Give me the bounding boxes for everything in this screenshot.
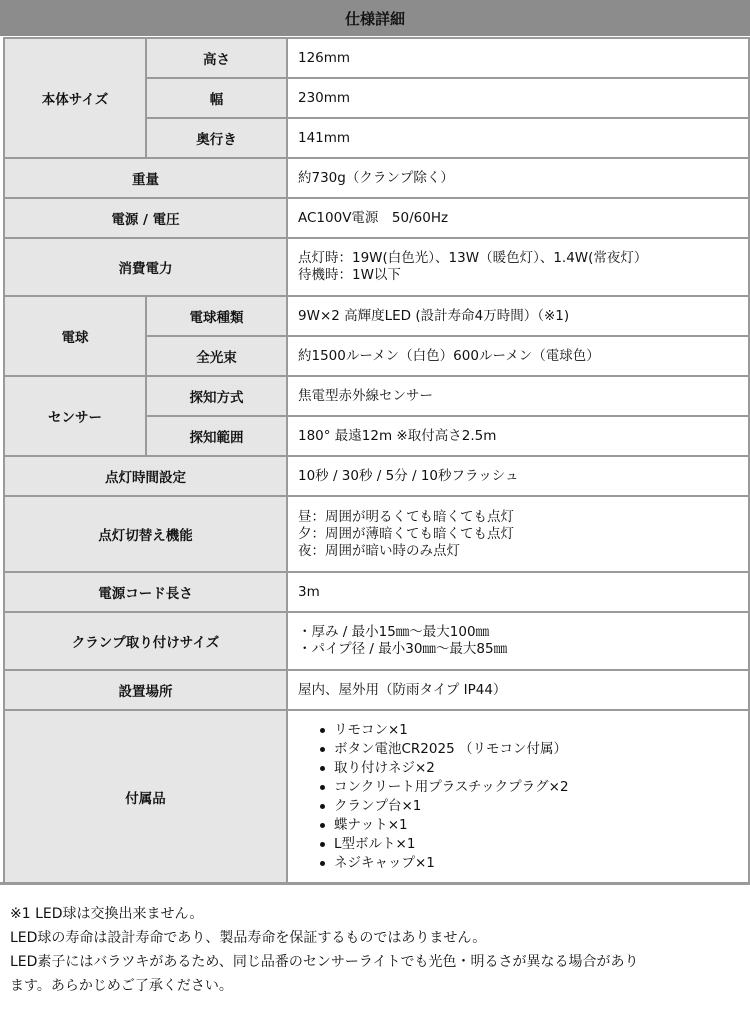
consumption-value (287, 238, 749, 296)
bulb-flux-label: 全光束 (146, 336, 287, 376)
bulb-flux-value: 約1500ルーメン（白色）600ルーメン（電球色） (287, 336, 749, 376)
footnote-line: ※1 LED球は交換出来ません。 (10, 906, 204, 922)
depth-label: 奥行き (146, 118, 287, 158)
power-value: AC100V電源 50/60Hz (287, 198, 749, 238)
table-row (4, 572, 749, 612)
accessories-list (298, 721, 748, 873)
height-label: 高さ (146, 38, 287, 78)
list-item: 取り付けネジ×2 (334, 759, 748, 778)
height-value: 126mm (287, 38, 749, 78)
bulb-type-value: 9W×2 高輝度LED (設計寿命4万時間）（※1) (287, 296, 749, 336)
size-header: 本体サイズ (4, 38, 146, 158)
table-row (4, 710, 749, 884)
table-row (4, 456, 749, 496)
footnote-line: ます。あらかじめご了承ください。 (10, 978, 233, 994)
consumption-label: 消費電力 (4, 238, 287, 296)
clamp-line: ・厚み / 最小15㎜～最大100㎜ (298, 624, 490, 640)
sensor-method-value: 焦電型赤外線センサー (287, 376, 749, 416)
footnotes (10, 902, 745, 998)
spec-title: 仕様詳細 (0, 0, 750, 36)
list-item: ネジキャップ×1 (334, 854, 748, 873)
sensor-method-label: 探知方式 (146, 376, 287, 416)
mode-value (287, 496, 749, 572)
mode-line: 夜：周囲が暗い時のみ点灯 (298, 542, 460, 559)
width-label: 幅 (146, 78, 287, 118)
list-item: ボタン電池CR2025 （リモコン付属） (334, 740, 748, 759)
list-item: クランプ台×1 (334, 797, 748, 816)
weight-label: 重量 (4, 158, 287, 198)
table-row (4, 496, 749, 572)
mode-label: 点灯切替え機能 (4, 496, 287, 572)
list-item: L型ボルト×1 (334, 835, 748, 854)
accessories-label: 付属品 (4, 710, 287, 884)
spec-table (3, 37, 750, 885)
clamp-value (287, 612, 749, 670)
bulb-type-label: 電球種類 (146, 296, 287, 336)
footnote-line: LED素子にはバラツキがあるため、同じ品番のセンサーライトでも光色・明るさが異なる場合があり (10, 954, 639, 970)
consumption-line: 点灯時：19W(白色光）、13W（暖色灯）、1.4W(常夜灯） (298, 250, 648, 266)
weight-value: 約730g（クランプ除く） (287, 158, 749, 198)
sensor-header: センサー (4, 376, 146, 456)
timer-label: 点灯時間設定 (4, 456, 287, 496)
accessories-value (287, 710, 749, 884)
mode-line: 夕：周囲が薄暗くても暗くても点灯 (298, 525, 514, 542)
list-item: 蝶ナット×1 (334, 816, 748, 835)
table-row (4, 376, 749, 416)
cord-label: 電源コード長さ (4, 572, 287, 612)
table-row (4, 158, 749, 198)
cord-value: 3m (287, 572, 749, 612)
table-row (4, 296, 749, 336)
place-label: 設置場所 (4, 670, 287, 710)
table-row (4, 198, 749, 238)
list-item: リモコン×1 (334, 721, 748, 740)
depth-value: 141mm (287, 118, 749, 158)
clamp-line: ・パイプ径 / 最小30㎜～最大85㎜ (298, 641, 508, 657)
table-bottom-divider (0, 882, 750, 885)
table-row (4, 612, 749, 670)
sensor-range-label: 探知範囲 (146, 416, 287, 456)
width-value: 230mm (287, 78, 749, 118)
footnote-line: LED球の寿命は設計寿命であり、製品寿命を保証するものではありません。 (10, 930, 487, 946)
list-item: コンクリート用プラスチックプラグ×2 (334, 778, 748, 797)
clamp-label: クランプ取り付けサイズ (4, 612, 287, 670)
mode-line: 昼：周囲が明るくても暗くても点灯 (298, 508, 514, 525)
timer-value: 10秒 / 30秒 / 5分 / 10秒フラッシュ (287, 456, 749, 496)
consumption-line: 待機時：1W以下 (298, 267, 401, 283)
table-row (4, 670, 749, 710)
sensor-range-value: 180° 最遠12m ※取付高さ2.5m (287, 416, 749, 456)
table-row (4, 38, 749, 78)
place-value: 屋内、屋外用（防雨タイプ IP44） (287, 670, 749, 710)
bulb-header: 電球 (4, 296, 146, 376)
table-row (4, 238, 749, 296)
power-label: 電源 / 電圧 (4, 198, 287, 238)
